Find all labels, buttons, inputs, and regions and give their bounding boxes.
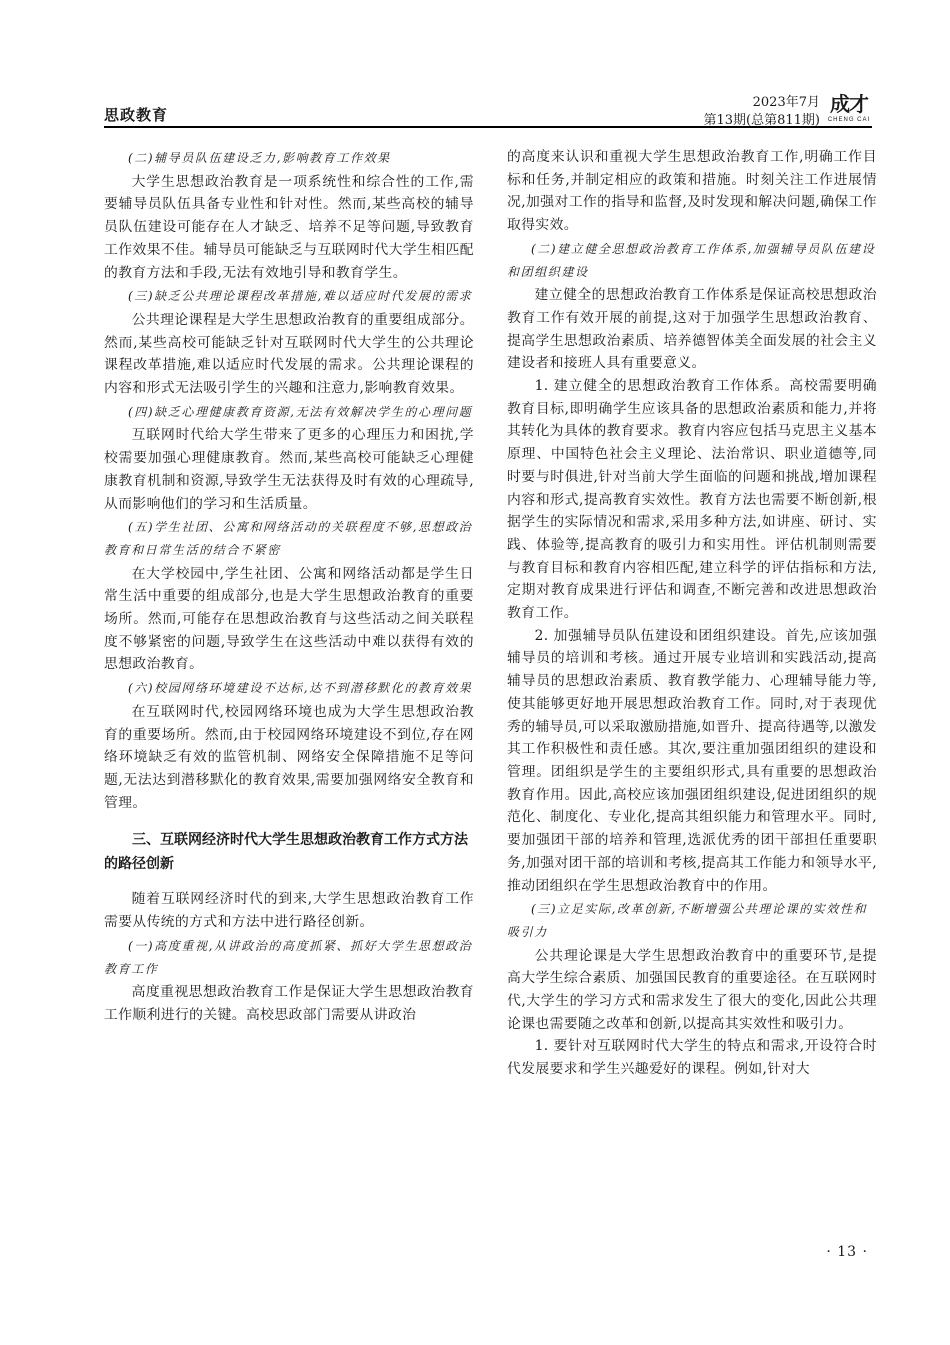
header-divider — [104, 126, 872, 128]
paragraph: 大学生思想政治教育是一项系统性和综合性的工作,需要辅导员队伍具备专业性和针对性。然而,某些高校的辅导员队伍建设可能存在人才缺乏、培养不足等问题,导致教育工作效果不佳。辅导员可能缺乏与互联网时代大学生相匹配的教育方法和手段,无法有效地引导和教育学生。 — [104, 173, 474, 281]
issue-number: 第13期(总第811期) — [703, 113, 820, 128]
paragraph: 公共理论课程是大学生思想政治教育的重要组成部分。然而,某些高校可能缺乏针对互联网时代大学生的公共理论课程改革措施,难以适应时代发展的需求。公共理论课程的内容和形式无法吸引学生的兴趣和注意力,影响教育效果。 — [104, 311, 474, 397]
subsection-heading: (六)校园网络环境建设不达标,达不到潜移默化的教育效果 — [128, 681, 473, 696]
subsection-heading: (三)立足实际,改革创新,不断增强公共理论课的实效性和吸引力 — [507, 902, 868, 939]
section-heading: 三、互联网经济时代大学生思想政治教育工作方式方法的路径创新 — [104, 832, 468, 873]
paragraph: 建立健全的思想政治教育工作体系是保证高校思想政治教育工作有效开展的前提,这对于加强学生思想政治教育、提高学生思想政治素质、培养德智体美全面发展的社会主义建设者和接班人具有重要意义。 — [507, 287, 877, 372]
paragraph: 的高度来认识和重视大学生思想政治教育工作,明确工作目标和任务,并制定相应的政策和措施。时刻关注工作进展情况,加强对工作的指导和监督,及时发现和解决问题,确保工作取得实效。 — [507, 149, 877, 234]
right-column — [507, 146, 877, 1081]
issue-info — [704, 94, 821, 130]
paragraph: 1. 要针对互联网时代大学生的特点和需求,开设符合时代发展要求和学生兴趣爱好的课程。例如,针对大 — [507, 1038, 877, 1078]
subsection-heading: (二)辅导员队伍建设乏力,影响教育工作效果 — [128, 151, 391, 165]
paragraph: 高度重视思想政治教育工作是保证大学生思想政治教育工作顺利进行的关键。高校思政部门需要从讲政治 — [104, 984, 474, 1023]
subsection-heading: (二)建立健全思想政治教育工作体系,加强辅导员队伍建设和团组织建设 — [507, 241, 876, 279]
paragraph: 公共理论课是大学生思想政治教育中的重要环节,是提高大学生综合素质、加强国民教育的重要途径。在互联网时代,大学生的学习方式和需求发生了很大的变化,因此公共理论课也需要随之改革和创新,以提高其实效性和吸引力。 — [507, 947, 877, 1032]
subsection-heading: (一)高度重视,从讲政治的高度抓紧、抓好大学生思想政治教育工作 — [104, 938, 473, 976]
journal-section-title: 思政教育 — [104, 106, 169, 124]
paragraph: 在大学校园中,学生社团、公寓和网络活动都是学生日常生活中重要的组成部分,也是大学生思想政治教育的重要场所。然而,可能存在思想政治教育与这些活动之间关联程度不够紧密的问题,导致学生在这些活动中难以获得有效的思想政治教育。 — [104, 565, 474, 673]
paragraph: 随着互联网经济时代的到来,大学生思想政治教育工作需要从传统的方式和方法中进行路径创新。 — [104, 891, 474, 931]
logo-text: 成才 — [830, 92, 868, 116]
subsection-heading: (五)学生社团、公寓和网络活动的关联程度不够,思想政治教育和日常生活的结合不紧密 — [104, 520, 473, 557]
logo-subtext: CHENG CAI — [827, 117, 871, 123]
left-column — [104, 146, 474, 1027]
paragraph: 2. 加强辅导员队伍建设和团组织建设。首先,应该加强辅导员的培训和考核。通过开展专业培训和实践活动,提高辅导员的思想政治素质、教育教学能力、心理辅导能力等,使其能够更好地开展思想政治教育工作。同时,对于表现优秀的辅导员,可以采取激励措施,如晋升、提高待遇等,以激发其工作积极性和责任感。其次,要注重加强团组织的建设和管理。团组织是学生的主要组织形式,具有重要的思想政治教育作用。因此,高校应该加强团组织建设,促进团组织的规范化、制度化、专业化,提高其组织能力和管理水平。同时,要加强团干部的培养和管理,选派优秀的团干部担任重要职务,加强对团干部的培训和考核,提高其工作能力和领导水平,推动团组织在学生思想政治教育中的作用。 — [507, 627, 877, 894]
page-number: · 13 · — [826, 1244, 868, 1260]
journal-logo — [826, 92, 872, 126]
paragraph: 1. 建立健全的思想政治教育工作体系。高校需要明确教育目标,即明确学生应该具备的思想政治素质和能力,并将其转化为具体的教育要求。教育内容应包括马克思主义基本原理、中国特色社会主义理论、法治常识、职业道德等,同时要与时俱进,针对当前大学生面临的问题和挑战,增加课程内容和形式,提高教育实效性。教育方法也需要不断创新,根据学生的实际情况和需求,采用多种方法,如讲座、研讨、实践、体验等,提高教育的吸引力和实用性。评估机制则需要与教育目标和教育内容相匹配,建立科学的评估指标和方法,定期对教育成果进行评估和调查,不断完善和改进思想政治教育工作。 — [507, 378, 877, 622]
subsection-heading: (四)缺乏心理健康教育资源,无法有效解决学生的心理问题 — [128, 404, 473, 419]
issue-date: 2023年7月 — [752, 95, 820, 110]
paragraph: 在互联网时代,校园网络环境也成为大学生思想政治教育的重要场所。然而,由于校园网络环境建设不到位,存在网络环境缺乏有效的监管机制、网络安全保障措施不足等问题,无法达到潜移默化的教育效果,需要加强网络安全教育和管理。 — [104, 703, 474, 811]
subsection-heading: (三)缺乏公共理论课程改革措施,难以适应时代发展的需求 — [128, 289, 473, 304]
paragraph: 互联网时代给大学生带来了更多的心理压力和困扰,学校需要加强心理健康教育。然而,某些高校可能缺乏心理健康教育机制和资源,导致学生无法获得及时有效的心理疏导,从而影响他们的学习和生活质量。 — [104, 427, 474, 512]
